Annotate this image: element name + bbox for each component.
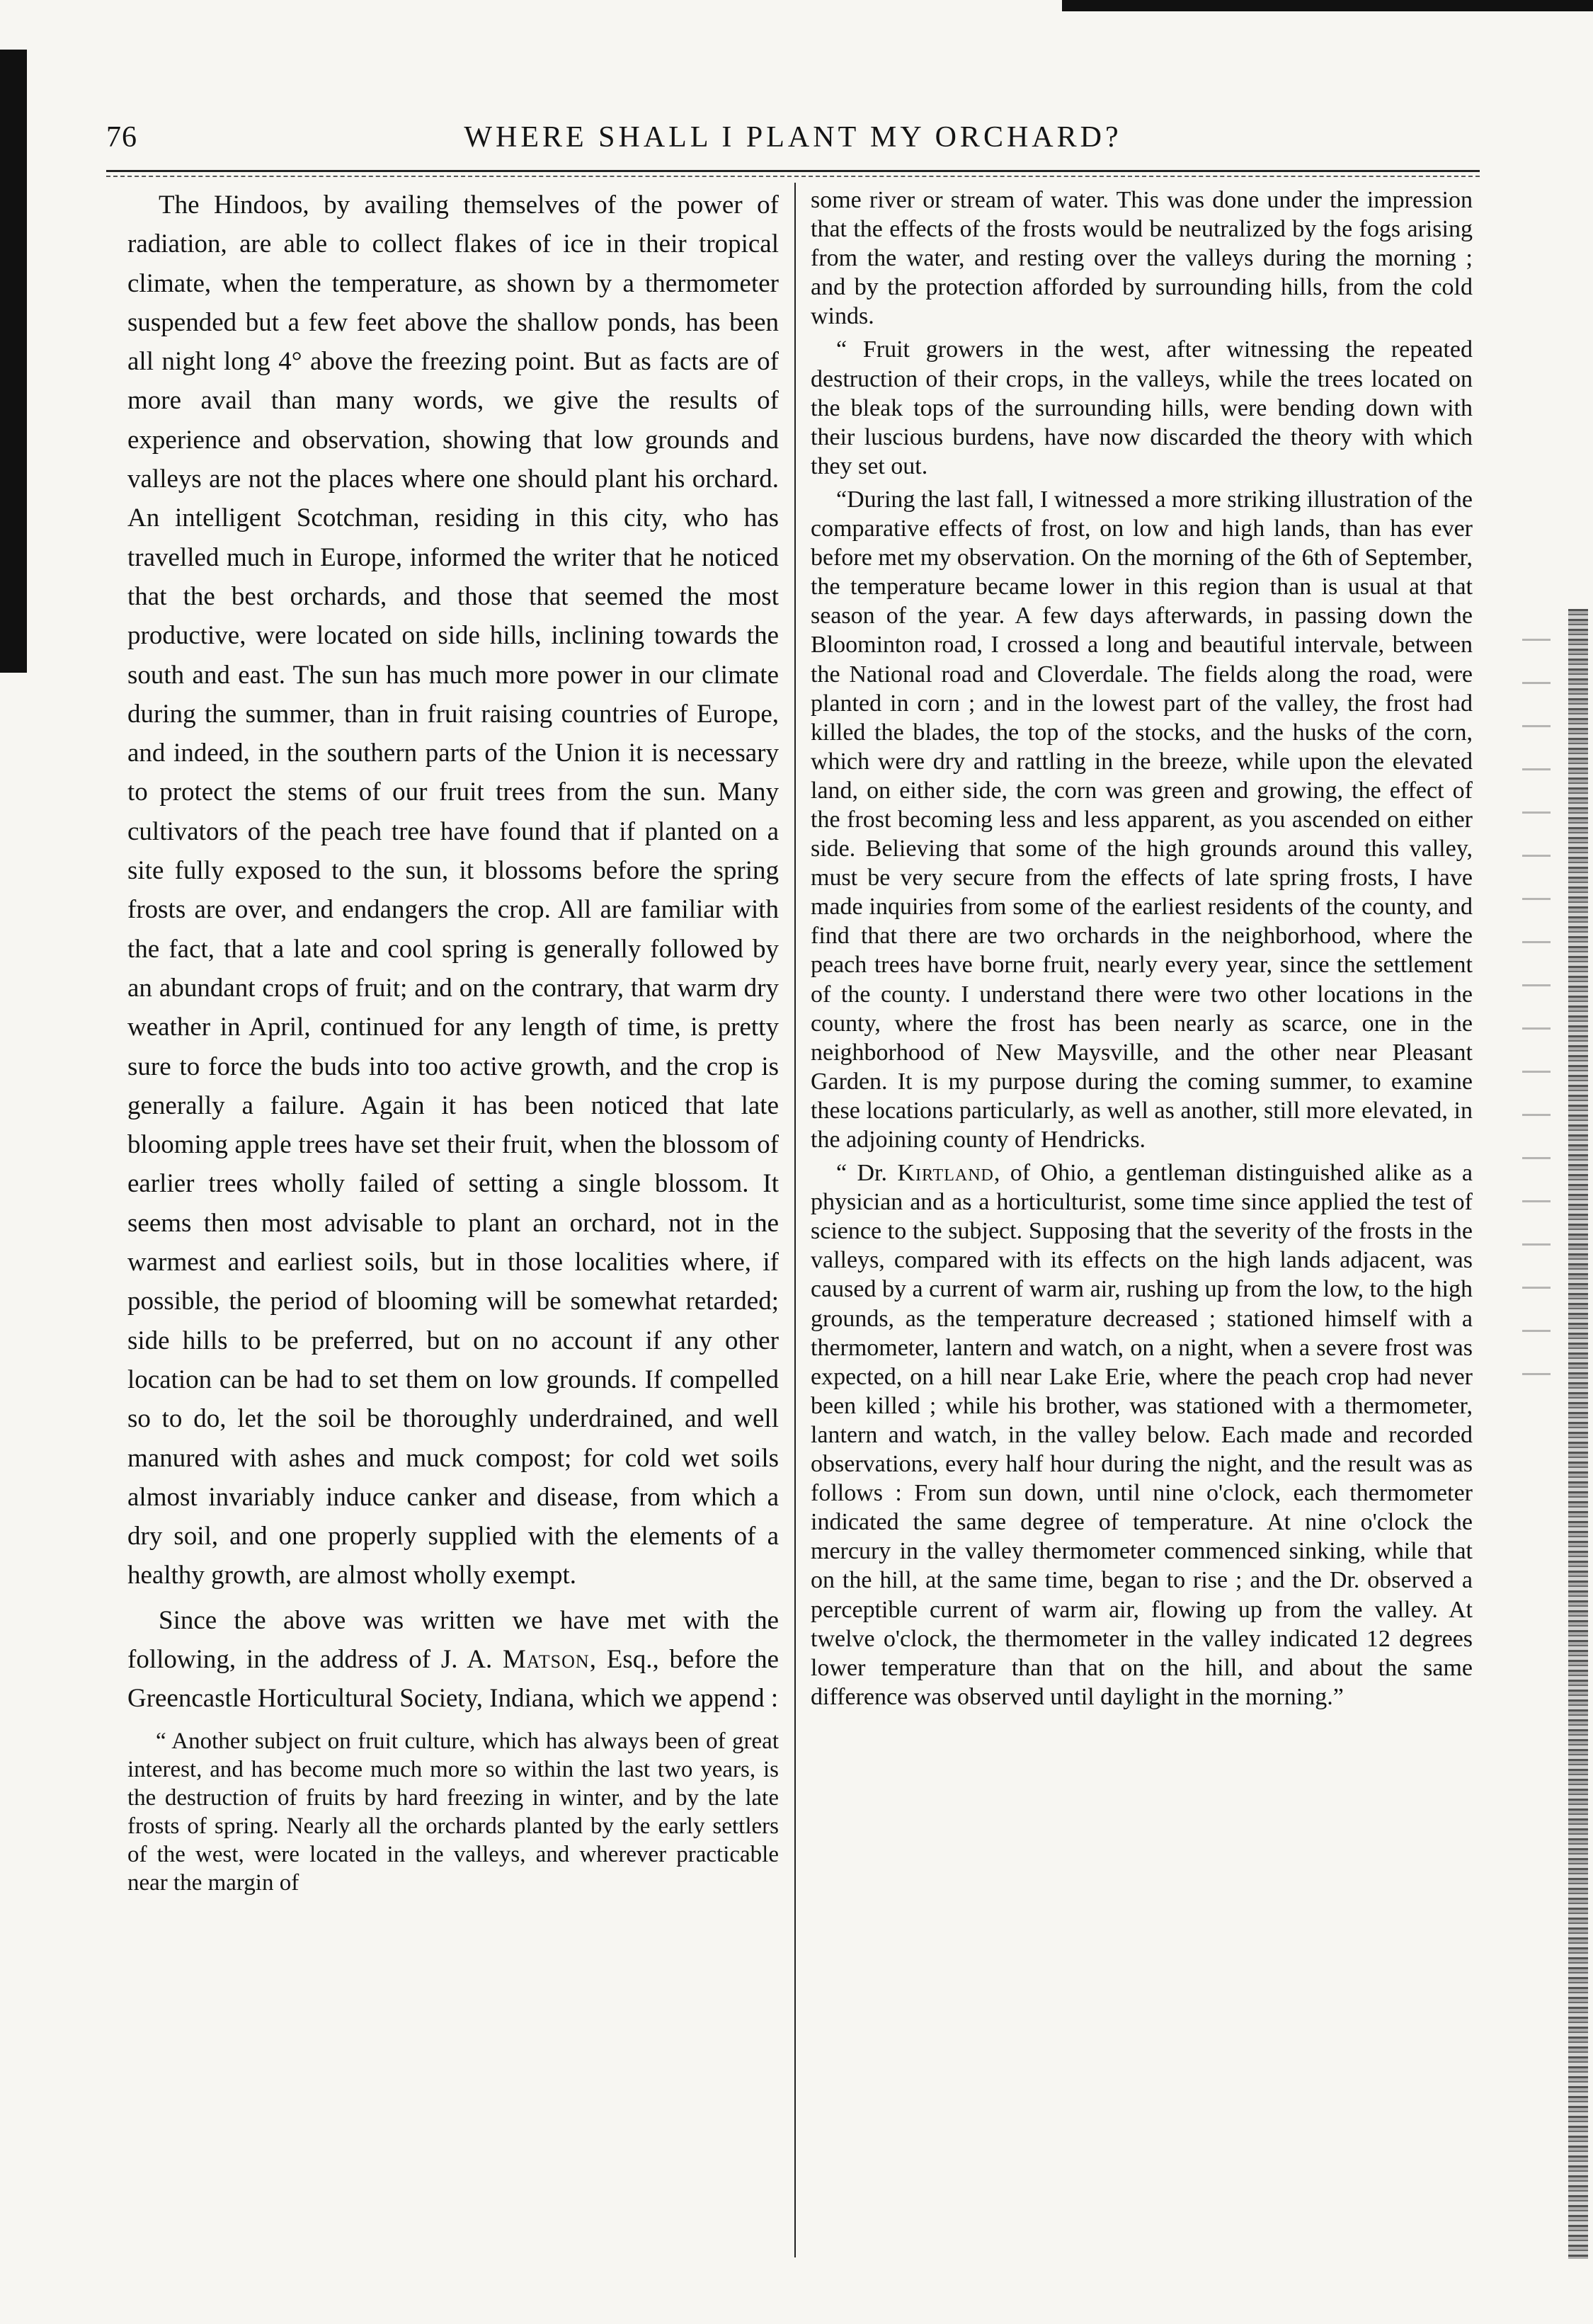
paragraph-text: , Esq., before the Greencastle Horticultural Society, Indiana, which we append : [127,1644,780,1714]
column-divider [794,183,796,2257]
paragraph [127,1601,779,1719]
paragraph: “During the last fall, I witnessed a more striking illustration of the comparative effects of frost, on low and high lands, than has ever before met my observation. On the morning of the 6th of September, the temperature became lower in this region than is usual at that season of the year. A few days afterwards, in passing down the Bloominton road, I crossed a long and beautiful intervale, between the National road and Cloverdale. The fields along the road, were planted in corn ; and in the lowest part of the valley, the frost had killed the blades, the top of the stocks, and the husks of the corn, which were dry and rattling in the breeze, while upon the elevated land, on either side, the corn was green and growing, the effect of the frost becoming less and less apparent, as you ascended on either side. Believing that some of the high grounds around this valley, must be very secure from the effects of late spring frosts, I have made inquiries from some of the earliest residents of the county, and find that there are two orchards in the neighborhood, where the peach trees have borne fruit, nearly every year, since the settlement of the county. I understand there were two other locations in the county, where the frost has been nearly as scarce, one in the neighborhood of New Maysville, and the other near Pleasant Garden. It is my purpose during the coming summer, to examine these locations particularly, as well as another, still more elevated, in the adjoining county of Hendricks. [811,486,1473,1153]
page-header [106,120,1480,163]
paragraph [811,1158,1473,1711]
scan-edge-shadow-top [1062,0,1593,11]
right-column [811,186,1473,1716]
paragraph: some river or stream of water. This was done under the impression that the effects of the frosts would be neutralized by the fogs arising from the water, and resting over the valleys during the morning ; and by the protection afforded by surrounding hills, from the cold winds. [811,187,1473,330]
paragraph-text: , of Ohio, a gentleman distinguished alike as a physician and as a horticulturist, some time since applied the test of science to the subject. Supposing that the severity of the frosts in the valleys, compared with its effects on the high lands adjacent, was caused by a current of warm air, rushing up from the low, to the high grounds, as the temperature decreased ; stationed himself with a thermometer, lantern and watch, on a night, when a severe frost was expected, on a hill near Lake Erie, where the peach crop had never been killed ; while his brother, was stationed with a thermometer, lantern and watch, in the valley below. Each made and recorded observations, every half hour during the night, and the result was as follows : From sun down, until nine o'clock, each thermometer indicated the same degree of temperature. At nine o'clock the mercury in the valley thermometer commenced sinking, while that on the hill, at the same time, began to rise ; and the Dr. observed a perceptible current of warm air, flowing up from the valley. At twelve o'clock, the thermometer in the valley indicated 12 degrees lower temperature than that on the hill, and about the same difference was observed until daylight in the morning.” [811,1160,1473,1710]
page-number: 76 [106,121,137,154]
person-name: Kirtland [897,1160,994,1187]
paragraph-text: “ Dr. [836,1160,888,1187]
header-rule [106,170,1480,172]
scan-binding-strip-right [1568,609,1588,2259]
scan-noise-right [1522,623,1551,1402]
running-title: WHERE SHALL I PLANT MY ORCHARD? [464,121,1122,154]
header-rule-dashed [106,176,1480,177]
person-name: Matson [503,1644,590,1674]
left-column [127,186,779,1903]
paragraph-text: Since the above was written we have met with the following, in the address of J. A. [127,1605,779,1674]
quoted-paragraph: “ Another subject on fruit culture, which has always been of great interest, and has become much more so within the last two years, is the destruction of fruits by hard freezing in winter, and by the late frosts of spring. Nearly all the orchards planted by the early settlers of the west, were located in the valleys, and wherever practicable near the margin of [127,1728,779,1896]
scan-edge-shadow-left [0,50,27,673]
paragraph: The Hindoos, by availing themselves of the power of radiation, are able to collect flakes of ice in their tropical climate, when the temperature, as shown by a thermometer suspended but a few feet above the shallow ponds, has been all night long 4° above the freezing point. But as facts are of more avail than many words, we give the results of experience and observation, showing that low grounds and valleys are not the places where one should plant his orchard. An intelligent Scotchman, residing in this city, who has travelled much in Europe, informed the writer that he noticed that the best orchards, and those that seemed the most productive, were located on side hills, inclining towards the south and east. The sun has much more power in our climate during the summer, than in fruit raising countries of Europe, and indeed, in the southern parts of the Union it is necessary to protect the stems of our fruit trees from the sun. Many cultivators of the peach tree have found that if planted on a site fully exposed to the sun, it blossoms before the spring frosts are over, and endangers the crop. All are familiar with the fact, that a late and cool spring is generally followed by an abundant crops of fruit; and on the contrary, that warm dry weather in April, continued for any length of time, is pretty sure to force the buds into too active growth, and the crop is generally a failure. Again it has been noticed that late blooming apple trees have set their fruit, when the blossom of earlier trees wholly failed of setting a single blossom. It seems then most advisable to plant an orchard, not in the warmest and earliest soils, but in those localities where, if possible, the period of blooming will be somewhat retarded; side hills to be preferred, but on no account if any other location can be had to set them on low grounds. If compelled so to do, let the soil be thoroughly underdrained, and well manured with ashes and muck compost; for cold wet soils almost invariably induce canker and disease, from which a dry soil, and one properly supplied with the elements of a healthy growth, are almost wholly exempt. [127,190,779,1590]
paragraph: “ Fruit growers in the west, after witnessing the repeated destruction of their crops, in the valleys, while the trees located on the bleak tops of the surrounding hills, were bending down with their luscious burdens, have now discarded the theory with which they set out. [811,336,1473,479]
